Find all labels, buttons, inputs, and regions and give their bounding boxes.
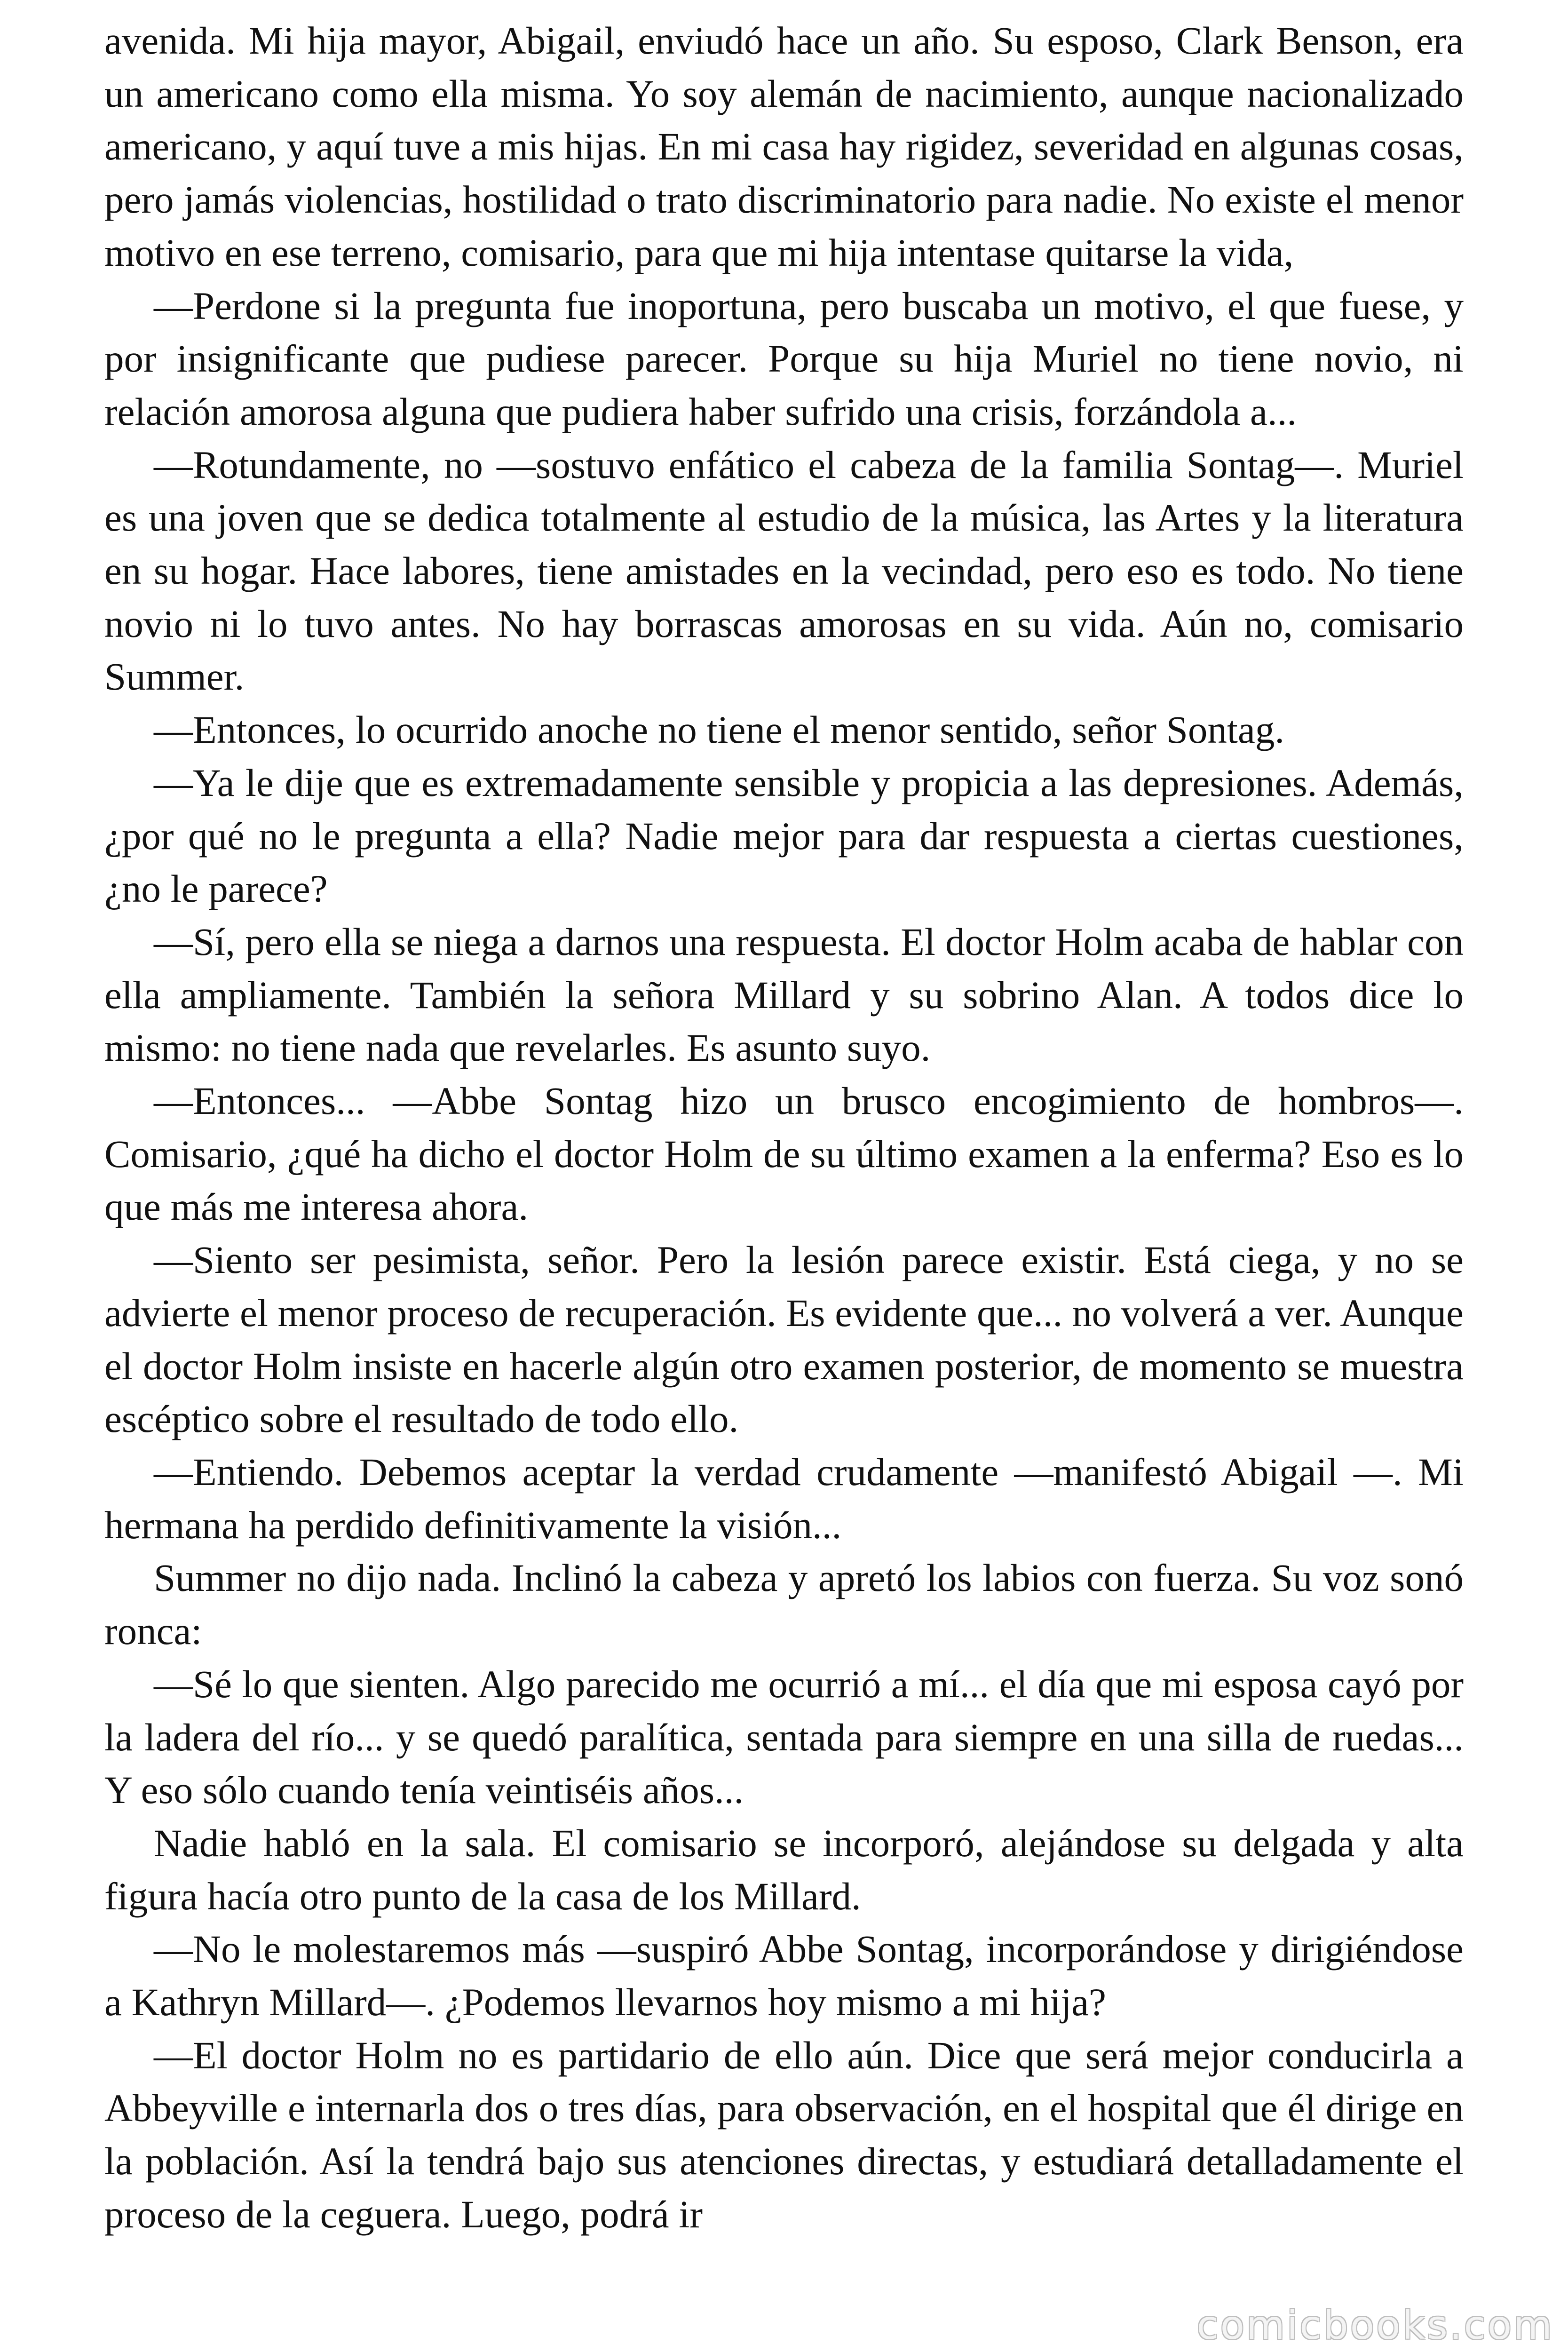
paragraph: —Entonces, lo ocurrido anoche no tiene el menor sentido, señor Sontag. bbox=[154, 708, 1285, 752]
paragraph: —Perdone si la pregunta fue inoportuna, pero buscaba un motivo, el que fuese, y por insignificante que pudiese parecer. Porque su hija Muriel no tiene novio, ni relación amorosa alguna que pudiera haber sufrido una crisis, forzándola a... bbox=[104, 284, 1464, 433]
book-page-text bbox=[104, 14, 1464, 2241]
paragraph: —Sé lo que sienten. Algo parecido me ocurrió a mí... el día que mi esposa cayó por la ladera del río... y se quedó paralítica, sentada para siempre en una silla de ruedas... Y eso sólo cuando tenía veintiséis años... bbox=[104, 1662, 1464, 1812]
paragraph: —No le molestaremos más —suspiró Abbe Sontag, incorporándose y dirigiéndose a Kathryn Millard—. ¿Podemos llevarnos hoy mismo a mi hija? bbox=[104, 1927, 1464, 2024]
paragraph: —Entonces... —Abbe Sontag hizo un brusco encogimiento de hombros—. Comisario, ¿qué ha dicho el doctor Holm de su último examen a la enferma? Eso es lo que más me interesa ahora. bbox=[104, 1079, 1464, 1229]
paragraph: —Ya le dije que es extremadamente sensible y propicia a las depresiones. Además, ¿por qué no le pregunta a ella? Nadie mejor para dar respuesta a ciertas cuestiones, ¿no le parece? bbox=[104, 761, 1464, 911]
paragraph: —Siento ser pesimista, señor. Pero la lesión parece existir. Está ciega, y no se advierte el menor proceso de recuperación. Es evidente que... no volverá a ver. Aunque el doctor Holm insiste en hacerle algún otro examen posterior, de momento se muestra escéptico sobre el resultado de todo ello. bbox=[104, 1238, 1464, 1441]
paragraph: —Sí, pero ella se niega a darnos una respuesta. El doctor Holm acaba de hablar con ella ampliamente. También la señora Millard y su sobrino Alan. A todos dice lo mismo: no tiene nada que revelarles. Es asunto suyo. bbox=[104, 920, 1464, 1070]
paragraph: Summer no dijo nada. Inclinó la cabeza y apretó los labios con fuerza. Su voz sonó ronca: bbox=[104, 1556, 1464, 1653]
paragraph: —Rotundamente, no —sostuvo enfático el cabeza de la familia Sontag—. Muriel es una joven que se dedica totalmente al estudio de la música, las Artes y la literatura en su hogar. Hace labores, tiene amistades en la vecindad, pero eso es todo. No tiene novio ni lo tuvo antes. No hay borrascas amorosas en su vida. Aún no, comisario Summer. bbox=[104, 443, 1464, 699]
paragraph: avenida. Mi hija mayor, Abigail, enviudó hace un año. Su esposo, Clark Benson, era un americano como ella misma. Yo soy alemán de nacimiento, aunque nacionalizado americano, y aquí tuve a mis hijas. En mi casa hay rigidez, severidad en algunas cosas, pero jamás violencias, hostilidad o trato discriminatorio para nadie. No existe el menor motivo en ese terreno, comisario, para que mi hija intentase quitarse la vida, bbox=[104, 19, 1464, 274]
watermark: comicbooks.com bbox=[1196, 2302, 1554, 2348]
paragraph: —El doctor Holm no es partidario de ello aún. Dice que será mejor conducirla a Abbeyville e internarla dos o tres días, para observación, en el hospital que él dirige en la población. Así la tendrá bajo sus atenciones directas, y estudiará detalladamente el proceso de la ceguera. Luego, podrá ir bbox=[104, 2033, 1464, 2236]
paragraph: Nadie habló en la sala. El comisario se incorporó, alejándose su delgada y alta figura hacía otro punto de la casa de los Millard. bbox=[104, 1821, 1464, 1918]
paragraph: —Entiendo. Debemos aceptar la verdad crudamente —manifestó Abigail —. Mi hermana ha perdido definitivamente la visión... bbox=[104, 1450, 1464, 1547]
